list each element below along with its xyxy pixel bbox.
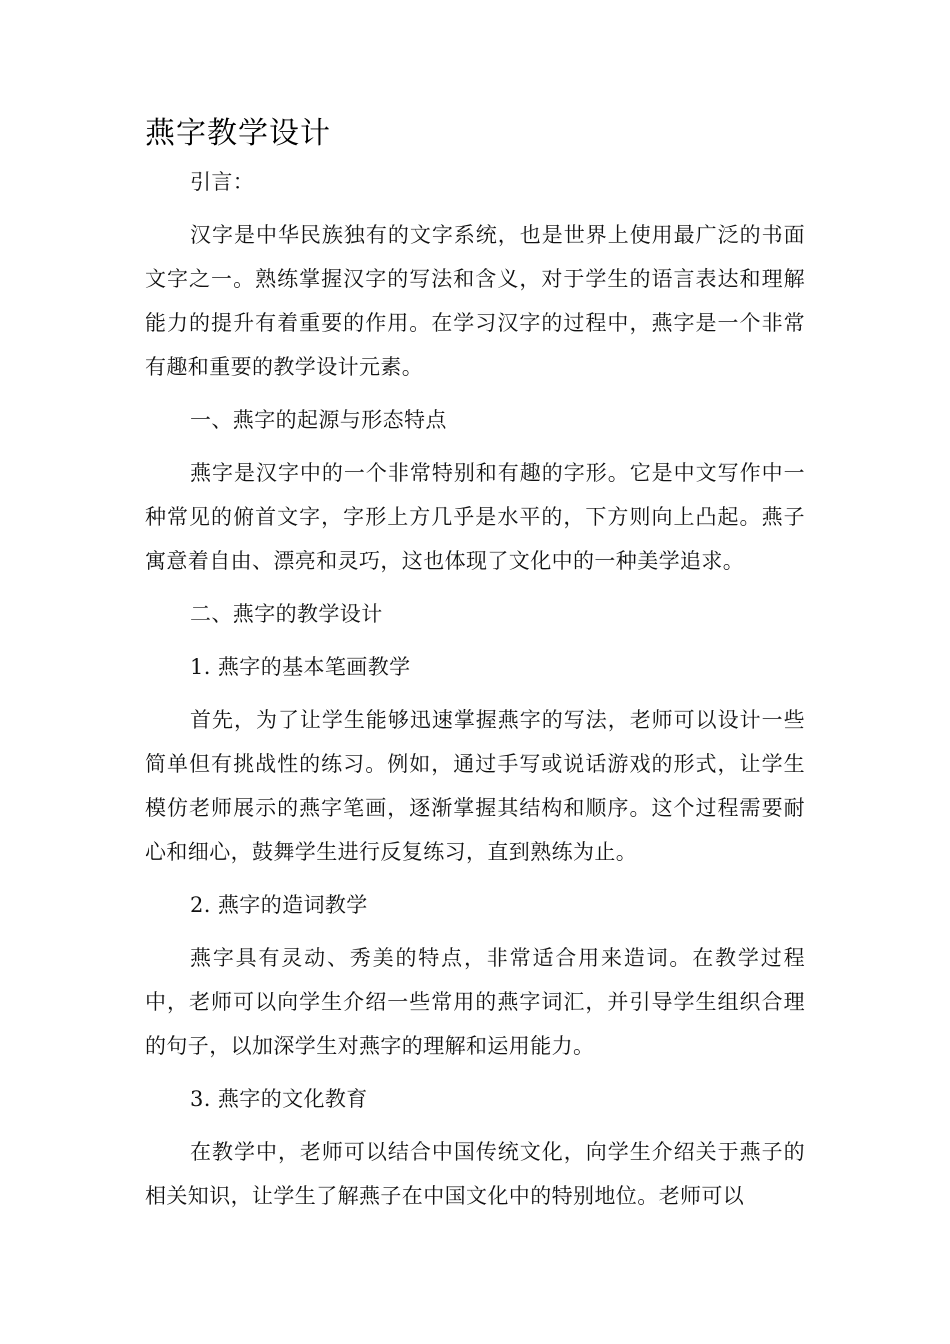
subheading-culture-education: 3. 燕字的文化教育 (190, 1087, 368, 1111)
intro-heading: 引言： (190, 170, 255, 194)
subheading-word-formation: 2. 燕字的造词教学 (190, 893, 368, 917)
word-formation-paragraph: 燕字具有灵动、秀美的特点，非常适合用来造词。在教学过程中，老师可以向学生介绍一些常用的燕字词汇，并引导学生组织合理的句子，以加深学生对燕字的理解和运用能力。 (145, 946, 805, 1058)
document-body (145, 160, 805, 1227)
intro-paragraph: 汉字是中华民族独有的文字系统，也是世界上使用最广泛的书面文字之一。熟练掌握汉字的写法和含义，对于学生的语言表达和理解能力的提升有着重要的作用。在学习汉字的过程中，燕字是一个非常有趣和重要的教学设计元素。 (145, 223, 805, 379)
culture-education-paragraph: 在教学中，老师可以结合中国传统文化，向学生介绍关于燕子的相关知识，让学生了解燕子在中国文化中的特别地位。老师可以 (145, 1140, 805, 1208)
document-title: 燕字教学设计 (145, 116, 331, 151)
section-heading-teaching-design: 二、燕字的教学设计 (190, 602, 383, 626)
origin-paragraph: 燕字是汉字中的一个非常特别和有趣的字形。它是中文写作中一种常见的俯首文字，字形上方几乎是水平的，下方则向上凸起。燕子寓意着自由、漂亮和灵巧，这也体现了文化中的一种美学追求。 (145, 461, 805, 573)
subheading-basic-strokes: 1. 燕字的基本笔画教学 (190, 655, 411, 679)
basic-strokes-paragraph: 首先，为了让学生能够迅速掌握燕字的写法，老师可以设计一些简单但有挑战性的练习。例如，通过手写或说话游戏的形式，让学生模仿老师展示的燕字笔画，逐渐掌握其结构和顺序。这个过程需要耐心和细心，鼓舞学生进行反复练习，直到熟练为止。 (145, 708, 805, 864)
section-heading-origin: 一、燕字的起源与形态特点 (190, 408, 447, 432)
